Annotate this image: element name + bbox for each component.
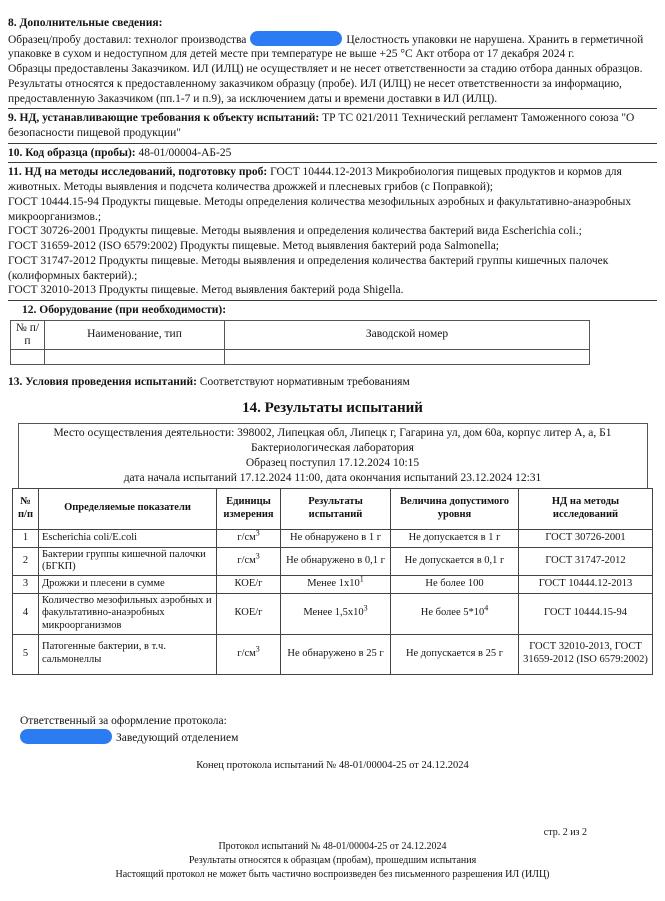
section-nd-methods — [8, 165, 657, 297]
gost-entry: ГОСТ 10444.12-2013 Микробиология пищевых продуктов и кормов для животных. Методы выявления и подсчета количества дрожжей и плесневых грибов (с Поправкой); — [8, 166, 622, 194]
section-9-text: ТР ТС 021/2011 Технический регламент Таможенного союза "О безопасности пищевой продукции" — [8, 112, 635, 140]
gost-entry: ГОСТ 10444.15-94 Продукты пищевые. Методы определения количества мезофильных аэробных и факультативно-анаэробных микроорганизмов.; — [8, 195, 632, 223]
section-divider — [8, 143, 657, 144]
footer-line: Результаты относятся к образцам (пробам), прошедшим испытания — [188, 855, 477, 866]
results-header-row — [13, 488, 653, 529]
col-indicator: Определяемые показатели — [39, 488, 217, 529]
table-row: 4 Количество мезофильных аэробных и факультативно-анаэробных микроорганизмов КОЕ/г Менее $1,5x10^3$ Не более $5*10^4$ ГОСТ 10444.15-94 — [13, 593, 653, 634]
test-conditions-value: Соответствуют нормативным требованиям — [199, 376, 410, 389]
footer-line: Настоящий протокол не может быть частично воспроизведен без письменного разрешения ИЛ (ИЛЦ) — [115, 869, 550, 880]
col-result: Результаты испытаний — [281, 488, 391, 529]
section-additional-info — [8, 16, 657, 106]
section-test-conditions — [8, 375, 657, 390]
section-11-first-line — [8, 165, 657, 194]
section-sample-code — [8, 146, 657, 161]
section-12-heading: 12. Оборудование (при необходимости): — [22, 303, 227, 316]
section-divider — [8, 162, 657, 163]
page-footer — [0, 826, 665, 882]
table-row: 3 Дрожжи и плесени в сумме КОЕ/г Менее $1x10^1$ Не более 100 ГОСТ 10444.12-2013 — [13, 575, 653, 593]
col-limit: Величина допустимого уровня — [391, 488, 519, 529]
table-row: 1 Escherichia coli/E.coli $г/см^3$ Не обнаружено в 1 г Не допускается в 1 г ГОСТ 30726-2001 — [13, 529, 653, 547]
section-8-paragraph-2: Образцы предоставлены Заказчиком. ИЛ (ИЛЦ) не осуществляет и не несет ответственности за стадию отбора данных образцов. Результаты относятся к предоставленному заказчиком образцу (пробе). ИЛ (ИЛЦ) не несет ответственности за информацию, предоставленную Заказчиком (пп.1-7 и п.9), за исключением даты и времени доставки в ИЛ (ИЛЦ). — [8, 63, 643, 105]
col-unit: Единицы измерения — [217, 488, 281, 529]
gost-entry: ГОСТ 31747-2012 Продукты пищевые. Методы выявления и определения количества бактерий группы кишечных палочек (колиформных бактерий).; — [8, 254, 609, 282]
signature-row — [20, 729, 657, 744]
section-11-heading: 11. НД на методы исследований, подготовку проб: — [8, 166, 268, 179]
section-divider — [8, 300, 657, 301]
section-divider — [8, 108, 657, 109]
footer-line: Протокол испытаний № 48-01/00004-25 от 24.12.2024 — [218, 841, 447, 852]
redaction-pill-producer — [250, 31, 342, 46]
redaction-pill-signatory — [20, 729, 112, 744]
activity-place-line: Место осуществления деятельности: 398002, Липецкая обл, Липецк г, Гагарина ул, дом 60а, корпус литер А, а, Б1 — [53, 426, 612, 439]
signature-label: Ответственный за оформление протокола: — [20, 714, 227, 727]
equipment-empty-row — [11, 350, 590, 365]
gost-entry: ГОСТ 31659-2012 (ISO 6579:2002) Продукты пищевые. Метод выявления бактерий рода Salmonella; — [8, 240, 500, 253]
section-nd-requirements — [8, 111, 657, 140]
gost-entry: ГОСТ 32010-2013 Продукты пищевые. Метод выявления бактерий рода Shigella. — [8, 284, 404, 297]
page-number: стр. 2 из 2 — [543, 827, 587, 838]
section-8-heading: 8. Дополнительные сведения: — [8, 17, 163, 29]
sample-code-value: 48-01/00004-АБ-25 — [138, 146, 232, 159]
table-row: 2 Бактерии группы кишечной палочки (БГКП) $г/см^3$ Не обнаружено в 0,1 г Не допускается в 0,1 г ГОСТ 31747-2012 — [13, 547, 653, 575]
results-table — [12, 488, 653, 675]
signatory-position: Заведующий отделением — [116, 731, 239, 744]
section-9-heading: 9. НД, устанавливающие требования к объекту испытаний: — [8, 112, 320, 125]
sample-received-line: Образец поступил 17.12.2024 10:15 — [245, 456, 420, 469]
col-method: НД на методы исследований — [519, 488, 653, 529]
section-10-heading: 10. Код образца (пробы): — [8, 146, 136, 159]
results-info-box — [18, 423, 648, 488]
signature-block — [8, 715, 657, 744]
equipment-col-num: № п/п — [11, 320, 45, 349]
equipment-table — [10, 320, 590, 365]
section-equipment — [8, 303, 657, 318]
protocol-end-line: Конец протокола испытаний № 48-01/00004-25 от 24.12.2024 — [196, 759, 469, 771]
laboratory-line: Бактериологическая лаборатория — [251, 441, 414, 454]
equipment-col-name: Наименование, тип — [45, 320, 225, 349]
section-13-heading: 13. Условия проведения испытаний: — [8, 376, 197, 389]
table-row: 5 Патогенные бактерии, в т.ч. сальмонеллы $г/см^3$ Не обнаружено в 25 г Не допускается в 25 г ГОСТ 32010-2013, ГОСТ 31659-2012 (ISO 6579:2002) — [13, 634, 653, 674]
col-num: № п/п — [13, 488, 39, 529]
test-dates-line: дата начала испытаний 17.12.2024 11:00, дата окончания испытаний 23.12.2024 12:31 — [123, 471, 542, 484]
section-8-paragraph-1: Образец/пробу доставил: технолог производства Целостность упаковки не нарушена. Хранить в герметичной упаковке в сухом и недоступном для детей месте при температуре не выше +25 °C Акт отбора от 17 декабря 2024 г. — [8, 31, 657, 62]
equipment-col-serial: Заводской номер — [225, 320, 590, 349]
gost-entry: ГОСТ 30726-2001 Продукты пищевые. Методы выявления и определения количества бактерий вида Escherichia coli.; — [8, 225, 582, 238]
results-title: 14. Результаты испытаний — [242, 399, 423, 416]
